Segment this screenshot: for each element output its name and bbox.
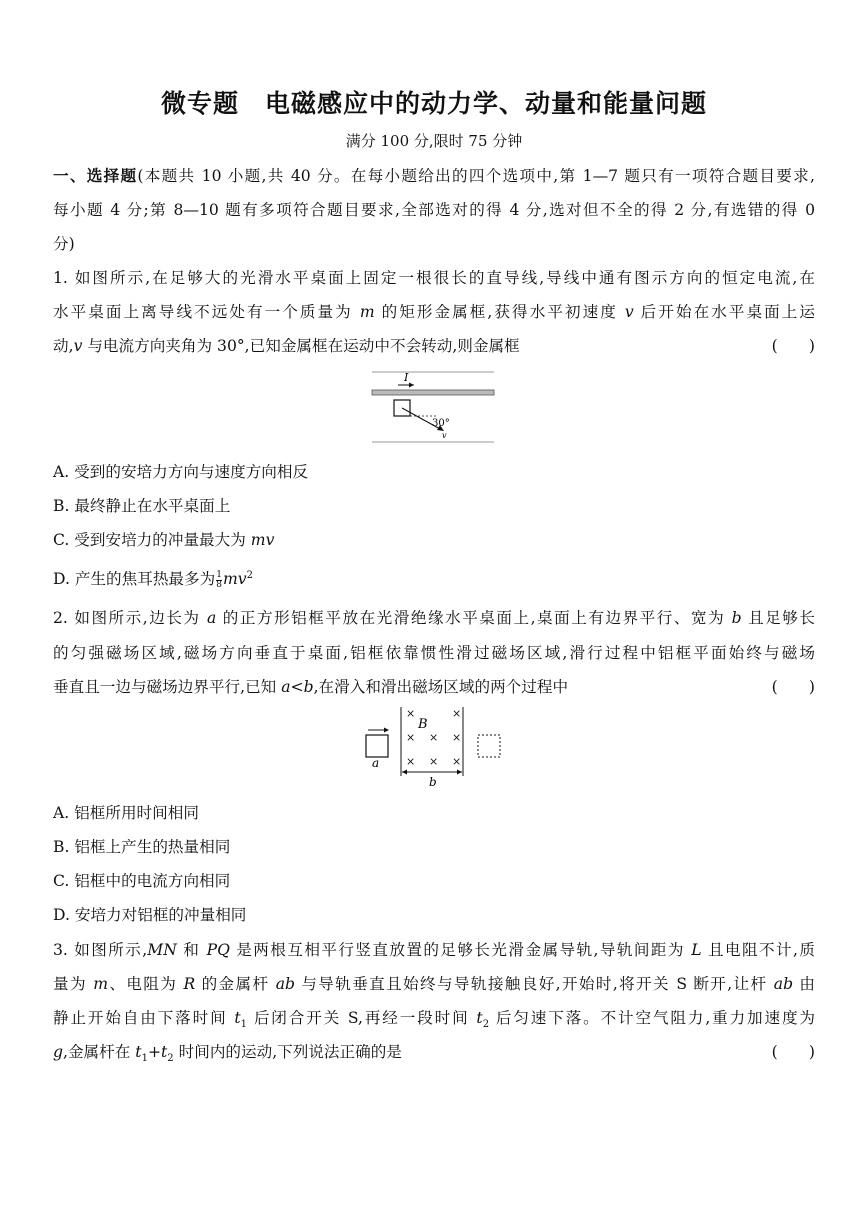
q2-option-a: A. 铝框所用时间相同 (53, 804, 199, 822)
q2-fig-cross: × (452, 707, 462, 720)
q3-stem-line-4 (53, 1042, 815, 1069)
q3-text: 是两根互相平行竖直放置的足够长光滑金属导轨,导轨间距为 (229, 941, 692, 959)
q1-figure (368, 368, 498, 444)
q1-option-d (53, 566, 253, 590)
q1-stem-line-1: 1. 如图所示,在足够大的光滑水平桌面上固定一根很长的直导线,导线中通有图示方向的恒定电流,在 (53, 269, 815, 287)
q3-stem-line-1 (53, 940, 815, 960)
q3-time-t2: t (476, 1009, 483, 1027)
q1-text: 的矩形金属框,获得水平初速度 (374, 303, 625, 321)
q2-fig-cross: × (406, 731, 416, 744)
q1-option-c (53, 530, 274, 550)
q2-fig-field-label: B (418, 717, 428, 732)
q1-velocity-symbol: v (73, 337, 83, 355)
q1-fig-angle-label: 30° (432, 418, 450, 429)
q1-fraction-denominator: 8 (216, 579, 222, 590)
q3-text: 与导轨垂直且始终与导轨接触良好,开始时,将开关 S 断开,让杆 (295, 975, 774, 993)
q1-option-b: B. 最终静止在水平桌面上 (53, 497, 231, 515)
section-intro-line-3: 分) (53, 235, 75, 253)
q3-rail-mn: MN (147, 941, 177, 959)
page-subtitle: 满分 100 分,限时 75 分钟 (345, 132, 523, 150)
q3-stem-line-3 (53, 1008, 815, 1035)
q2-fig-cross: × (429, 755, 439, 768)
q3-stem-line-2 (53, 974, 815, 994)
q3-resistance-symbol: R (183, 975, 196, 993)
q1-option-a: A. 受到的安培力方向与速度方向相反 (53, 463, 309, 481)
q1-fig-wire (372, 390, 494, 395)
q3-text: 时间内的运动,下列说法正确的是 (173, 1043, 402, 1061)
q2-fig-cross: × (429, 731, 439, 744)
q2-fig-aluminum-frame (366, 735, 388, 757)
q2-stem-line-2: 的匀强磁场区域,磁场方向垂直于桌面,铝框依靠惯性滑过磁场区域,滑行过程中铝框平面始终与磁场 (53, 644, 815, 662)
q3-rail-pq: PQ (206, 941, 230, 959)
q2-option-d: D. 安培力对铝框的冲量相同 (53, 906, 247, 924)
q3-text: 3. 如图所示, (53, 941, 148, 959)
section-intro-line-1 (53, 166, 815, 186)
q2-fig-width-label: b (429, 775, 437, 789)
q3-time-t1-subscript: 1 (240, 1019, 248, 1031)
q2-width-symbol: b (731, 609, 742, 627)
q3-rod-symbol: ab (275, 975, 296, 993)
q1-stem-line-3 (53, 336, 815, 356)
q2-fig-frame-exit-position (478, 735, 500, 757)
q2-stem-line-3 (53, 677, 815, 697)
q2-option-b: B. 铝框上产生的热量相同 (53, 838, 231, 856)
section-heading: 一、选择题 (53, 167, 138, 185)
q3-text: 量为 (53, 975, 94, 993)
q3-mass-symbol: m (93, 975, 109, 993)
q3-time-t2: t (161, 1043, 168, 1061)
q1-fig-current-arrowhead (409, 383, 414, 388)
q3-gravity-symbol: g (53, 1043, 63, 1061)
q1-option-d-value: mv (222, 570, 247, 589)
q3-text: 、电阻为 (108, 975, 184, 993)
q3-time-t1: t (135, 1043, 142, 1061)
q3-text: ,金属杆在 (62, 1043, 136, 1061)
q3-text: 和 (176, 941, 207, 959)
q2-stem-line-1 (53, 608, 815, 628)
q3-time-t1-subscript: 1 (141, 1053, 148, 1065)
q3-answer-paren: ( ) (771, 1043, 815, 1061)
q3-time-t2-subscript: 2 (167, 1053, 174, 1065)
q1-option-d-text: D. 产生的焦耳热最多为 (53, 570, 216, 589)
q1-mass-symbol: m (359, 303, 375, 321)
q3-text: 静止开始自由下落时间 (53, 1009, 235, 1027)
q3-text: 的金属杆 (195, 975, 276, 993)
q1-option-d-fraction (216, 571, 222, 590)
q2-text: 2. 如图所示,边长为 (53, 609, 207, 627)
q1-stem-line-2 (53, 302, 815, 322)
q2-text: 的正方形铝框平放在光滑绝缘水平桌面上,桌面上有边界平行、宽为 (216, 609, 732, 627)
q1-option-d-exponent: 2 (246, 570, 253, 581)
q3-text: 由 (793, 975, 815, 993)
q3-text: 后闭合开关 S,再经一段时间 (247, 1009, 477, 1027)
q1-fig-current-label: I (404, 371, 409, 384)
q2-option-c: C. 铝框中的电流方向相同 (53, 872, 231, 890)
q1-fig-velocity-label: v (442, 431, 447, 440)
q3-time-t1: t (234, 1009, 241, 1027)
q3-text: 且电阻不计,质 (701, 941, 816, 959)
q1-answer-paren: ( ) (771, 337, 815, 355)
section-intro-line-2: 每小题 4 分;第 8—10 题有多项符合题目要求,全部选对的得 4 分,选对但不全的得 2 分,有选错的得 0 (53, 201, 815, 219)
q2-fig-width-arrowhead-left (402, 770, 407, 775)
q1-text: 后开始在水平桌面上运 (633, 303, 815, 321)
q2-fig-cross: × (452, 755, 462, 768)
q3-spacing-symbol: L (691, 941, 702, 959)
q1-option-c-value: mv (250, 531, 275, 549)
q2-text: ,在滑入和滑出磁场区域的两个过程中 (313, 678, 569, 696)
q3-time-t2-subscript: 2 (482, 1019, 490, 1031)
q2-fig-width-arrowhead-right (457, 770, 462, 775)
q3-plus-sign: + (147, 1043, 162, 1061)
q2-side-symbol: a (207, 609, 217, 627)
q2-fig-field-crosses (406, 707, 461, 768)
q1-fraction-numerator: 1 (216, 569, 222, 580)
section-intro-text-1: (本题共 10 小题,共 40 分。在每小题给出的四个选项中,第 1—7 题只有一项符合题目要求, (137, 167, 815, 185)
q2-fig-cross: × (406, 755, 416, 768)
q2-answer-paren: ( ) (771, 678, 815, 696)
q1-velocity-symbol: v (624, 303, 634, 321)
q1-text: 动, (53, 337, 74, 355)
page-title: 微专题 电磁感应中的动力学、动量和能量问题 (160, 89, 707, 118)
q3-rod-symbol: ab (773, 975, 794, 993)
q2-condition: a<b (281, 678, 314, 696)
q3-text: 后匀速下落。不计空气阻力,重力加速度为 (489, 1009, 815, 1027)
q2-fig-motion-arrowhead (384, 728, 389, 733)
q1-text: 水平桌面上离导线不远处有一个质量为 (53, 303, 360, 321)
q2-text: 垂直且一边与磁场边界平行,已知 (53, 678, 282, 696)
q2-figure (360, 704, 510, 790)
q2-fig-cross: × (452, 731, 462, 744)
q2-fig-cross: × (406, 707, 416, 720)
q1-text: 与电流方向夹角为 30°,已知金属框在运动中不会转动,则金属框 (82, 337, 520, 355)
q2-fig-side-label: a (372, 756, 380, 770)
q1-option-c-text: C. 受到安培力的冲量最大为 (53, 531, 251, 549)
q2-text: 且足够长 (741, 609, 816, 627)
